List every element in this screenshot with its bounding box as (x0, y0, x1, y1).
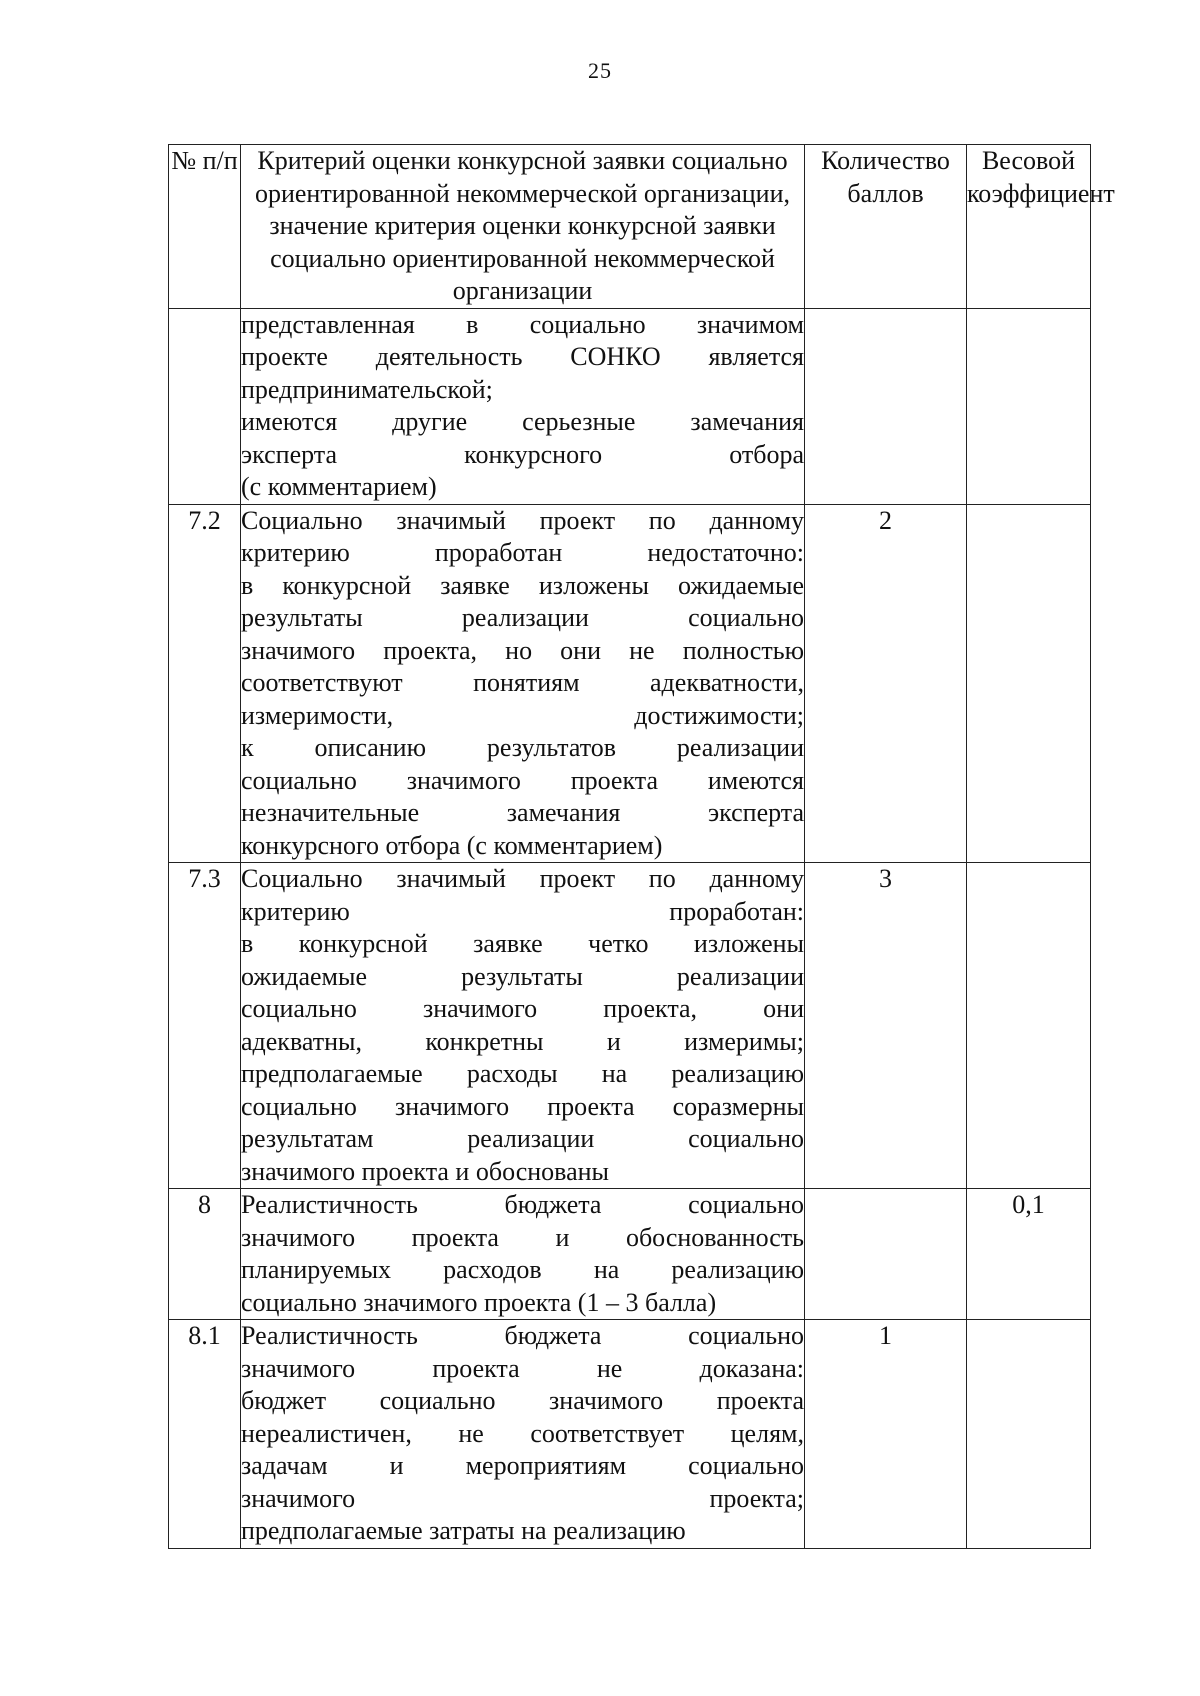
criterion-line: результатам реализации социально (241, 1124, 804, 1153)
criterion-line: социально значимого проекта, они (241, 994, 804, 1023)
criterion-line: значимого проекта, но они не полностью (241, 635, 804, 665)
criterion-line: проекте деятельность СОНКО является (241, 342, 804, 371)
table-row (169, 308, 1091, 504)
criterion-line: значимого проекта и обоснованы (241, 1156, 610, 1186)
criterion-line: конкурсного отбора (с комментарием) (241, 830, 663, 860)
criterion-line: социально значимого проекта (1 – 3 балла) (241, 1287, 717, 1317)
criterion-line: представленная в социально значимом (241, 309, 804, 339)
row-number: 8.1 (169, 1320, 241, 1549)
page-number: 25 (588, 58, 612, 83)
criterion-line: значимого проекта и обоснованность (241, 1222, 804, 1252)
row-weight: 0,1 (967, 1189, 1091, 1320)
criterion-line: бюджет социально значимого проекта (241, 1386, 804, 1415)
criterion-line: ожидаемые результаты реализации (241, 961, 804, 991)
criterion-line: Социально значимый проект по данному (241, 505, 804, 535)
criterion-line: к описанию результатов реализации (241, 733, 804, 762)
criterion-line: в конкурсной заявке четко изложены (241, 929, 804, 958)
row-score: 1 (805, 1320, 967, 1549)
row-weight (967, 308, 1091, 504)
row-weight (967, 504, 1091, 863)
header-criterion: Критерий оценки конкурсной заявки социально ориентированной некоммерческой организации, значение критерия оценки конкурсной заявки социально ориентированной некоммерческой организации (241, 145, 805, 309)
criterion-line: значимого проекта не доказана: (241, 1353, 804, 1383)
row-score (805, 308, 967, 504)
header-score: Количество баллов (805, 145, 967, 309)
criterion-line: критерию проработан недостаточно: (241, 538, 804, 567)
table-header-row (169, 145, 1091, 309)
row-criterion (241, 863, 805, 1189)
row-number: 7.2 (169, 504, 241, 863)
row-criterion (241, 308, 805, 504)
row-number (169, 308, 241, 504)
criterion-line: результаты реализации социально (241, 603, 804, 632)
header-num: № п/п (169, 145, 241, 309)
criterion-line: измеримости, достижимости; (241, 700, 804, 730)
row-criterion (241, 504, 805, 863)
table-row (169, 1320, 1091, 1549)
criterion-line: предполагаемые расходы на реализацию (241, 1059, 804, 1088)
row-score: 2 (805, 504, 967, 863)
criterion-line: Реалистичность бюджета социально (241, 1190, 804, 1219)
row-criterion (241, 1320, 805, 1549)
criterion-line: в конкурсной заявке изложены ожидаемые (241, 570, 804, 600)
table-row (169, 504, 1091, 863)
criterion-line: соответствуют понятиям адекватности, (241, 668, 804, 697)
criterion-line: нереалистичен, не соответствует целям, (241, 1418, 804, 1448)
criterion-line: планируемых расходов на реализацию (241, 1255, 804, 1284)
header-weight: Весовой коэффициент (967, 145, 1091, 309)
table-row (169, 863, 1091, 1189)
criterion-line: значимого проекта; (241, 1483, 804, 1513)
criterion-line: эксперта конкурсного отбора (241, 439, 804, 469)
criterion-line: незначительные замечания эксперта (241, 798, 804, 827)
criterion-line: задачам и мероприятиям социально (241, 1451, 804, 1480)
criterion-line: критерию проработан: (241, 896, 804, 926)
row-weight (967, 863, 1091, 1189)
table-body (169, 308, 1091, 1548)
criterion-line: социально значимого проекта соразмерны (241, 1091, 804, 1121)
row-weight (967, 1320, 1091, 1549)
criterion-line: имеются другие серьезные замечания (241, 407, 804, 436)
criterion-line: социально значимого проекта имеются (241, 765, 804, 795)
criterion-line: Социально значимый проект по данному (241, 864, 804, 893)
criterion-line: Реалистичность бюджета социально (241, 1321, 804, 1350)
row-score (805, 1189, 967, 1320)
criterion-line: адекватны, конкретны и измеримы; (241, 1026, 804, 1056)
table-row (169, 1189, 1091, 1320)
row-number: 8 (169, 1189, 241, 1320)
row-score: 3 (805, 863, 967, 1189)
criterion-line: предполагаемые затраты на реализацию (241, 1516, 686, 1545)
row-number: 7.3 (169, 863, 241, 1189)
criterion-line: (с комментарием) (241, 472, 437, 501)
row-criterion (241, 1189, 805, 1320)
criterion-line: предпринимательской; (241, 374, 493, 404)
criteria-table (168, 144, 1115, 1549)
